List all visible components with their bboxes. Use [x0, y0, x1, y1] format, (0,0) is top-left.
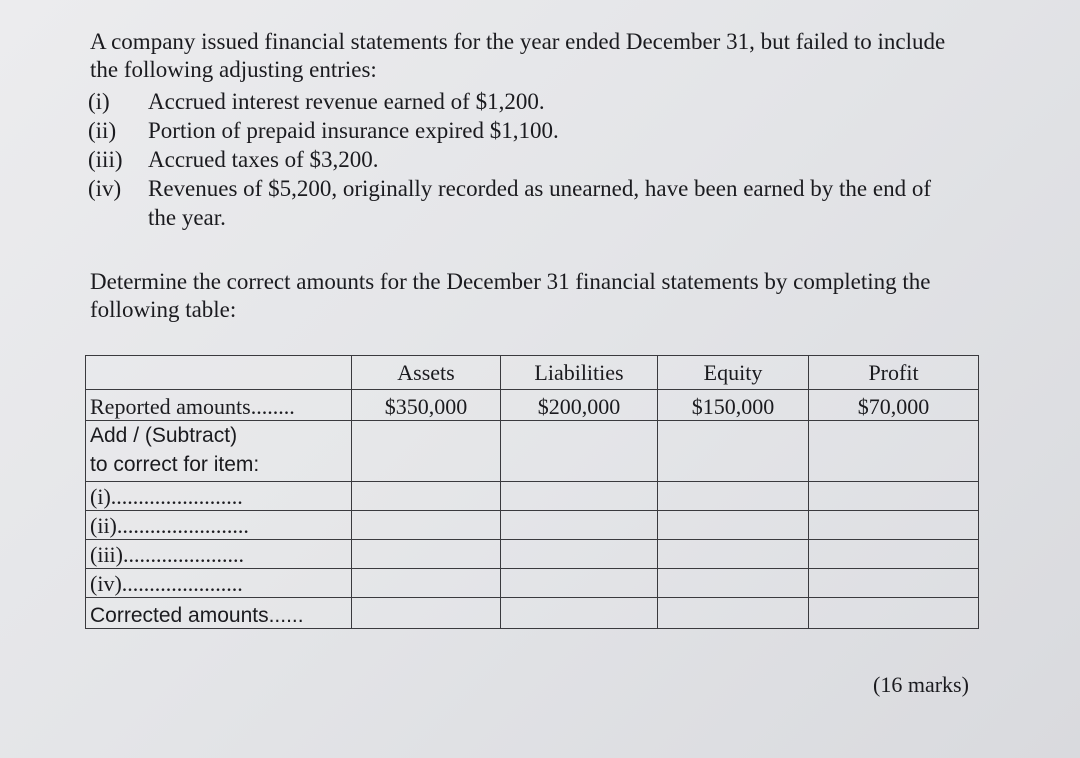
marks-label: (16 marks) — [873, 672, 969, 697]
table-row — [86, 421, 979, 482]
answer-cell[interactable] — [809, 540, 979, 569]
answer-cell[interactable] — [809, 598, 979, 629]
entry-item — [88, 145, 1068, 174]
adjust-label-line-2: to correct for item: — [90, 453, 260, 476]
item-label: (ii)........................ — [86, 511, 352, 540]
question-line-2: following table: — [90, 297, 237, 322]
entry-text: Portion of prepaid insurance expired $1,100. — [148, 118, 559, 143]
corrected-label: Corrected amounts...... — [86, 598, 352, 629]
answer-cell[interactable] — [658, 482, 809, 511]
question-line-1: Determine the correct amounts for the December 31 financial statements by completing the — [90, 269, 931, 294]
table-header-row — [86, 356, 979, 390]
answer-cell[interactable] — [658, 421, 809, 482]
entry-number: (i) — [88, 89, 110, 114]
answer-cell[interactable] — [501, 598, 658, 629]
table-row — [86, 511, 979, 540]
adjusting-entries-list — [88, 87, 1068, 232]
problem-intro — [90, 28, 1070, 84]
entry-text: Accrued interest revenue earned of $1,200. — [148, 89, 545, 114]
answer-cell[interactable] — [352, 598, 501, 629]
reported-liabilities: $200,000 — [501, 390, 658, 421]
intro-line-1: A company issued financial statements for the year ended December 31, but failed to include — [90, 29, 946, 54]
answer-cell[interactable] — [501, 421, 658, 482]
entry-item — [88, 116, 1068, 145]
table-row — [86, 540, 979, 569]
entry-number: (iv) — [88, 176, 122, 201]
answer-cell[interactable] — [501, 511, 658, 540]
table-row — [86, 569, 979, 598]
entry-text: Revenues of $5,200, originally recorded as unearned, have been earned by the end of — [148, 176, 931, 201]
answer-cell[interactable] — [658, 511, 809, 540]
answer-cell[interactable] — [658, 540, 809, 569]
entry-number: (iii) — [88, 147, 123, 172]
entry-item — [88, 87, 1068, 116]
answer-cell[interactable] — [809, 482, 979, 511]
reported-equity: $150,000 — [658, 390, 809, 421]
answer-cell[interactable] — [352, 421, 501, 482]
header-equity: Equity — [658, 356, 809, 390]
item-label: (iii)...................... — [86, 540, 352, 569]
entry-number: (ii) — [88, 118, 117, 143]
reported-label: Reported amounts........ — [86, 390, 352, 421]
intro-line-2: the following adjusting entries: — [90, 57, 377, 82]
entry-text-continued: the year. — [148, 205, 226, 230]
item-label: (i)........................ — [86, 482, 352, 511]
item-label: (iv)...................... — [86, 569, 352, 598]
answer-cell[interactable] — [501, 482, 658, 511]
answer-cell[interactable] — [501, 569, 658, 598]
adjust-label — [86, 421, 352, 482]
answer-cell[interactable] — [809, 421, 979, 482]
answer-cell[interactable] — [352, 482, 501, 511]
entry-text: Accrued taxes of $3,200. — [148, 147, 379, 172]
answer-cell[interactable] — [809, 511, 979, 540]
answer-cell[interactable] — [658, 569, 809, 598]
adjust-label-line-1: Add / (Subtract) — [90, 424, 238, 447]
table-row — [86, 482, 979, 511]
entry-item — [88, 174, 1068, 232]
header-profit: Profit — [809, 356, 979, 390]
reported-profit: $70,000 — [809, 390, 979, 421]
table-row — [86, 390, 979, 421]
correction-table — [85, 355, 979, 629]
entry-text-block — [148, 174, 1068, 232]
answer-cell[interactable] — [501, 540, 658, 569]
answer-cell[interactable] — [658, 598, 809, 629]
reported-assets: $350,000 — [352, 390, 501, 421]
answer-cell[interactable] — [352, 511, 501, 540]
blank-header-cell — [86, 356, 352, 390]
header-liabilities: Liabilities — [501, 356, 658, 390]
answer-cell[interactable] — [352, 540, 501, 569]
header-assets: Assets — [352, 356, 501, 390]
answer-cell[interactable] — [352, 569, 501, 598]
question-text — [90, 268, 1060, 324]
answer-cell[interactable] — [809, 569, 979, 598]
table-row — [86, 598, 979, 629]
